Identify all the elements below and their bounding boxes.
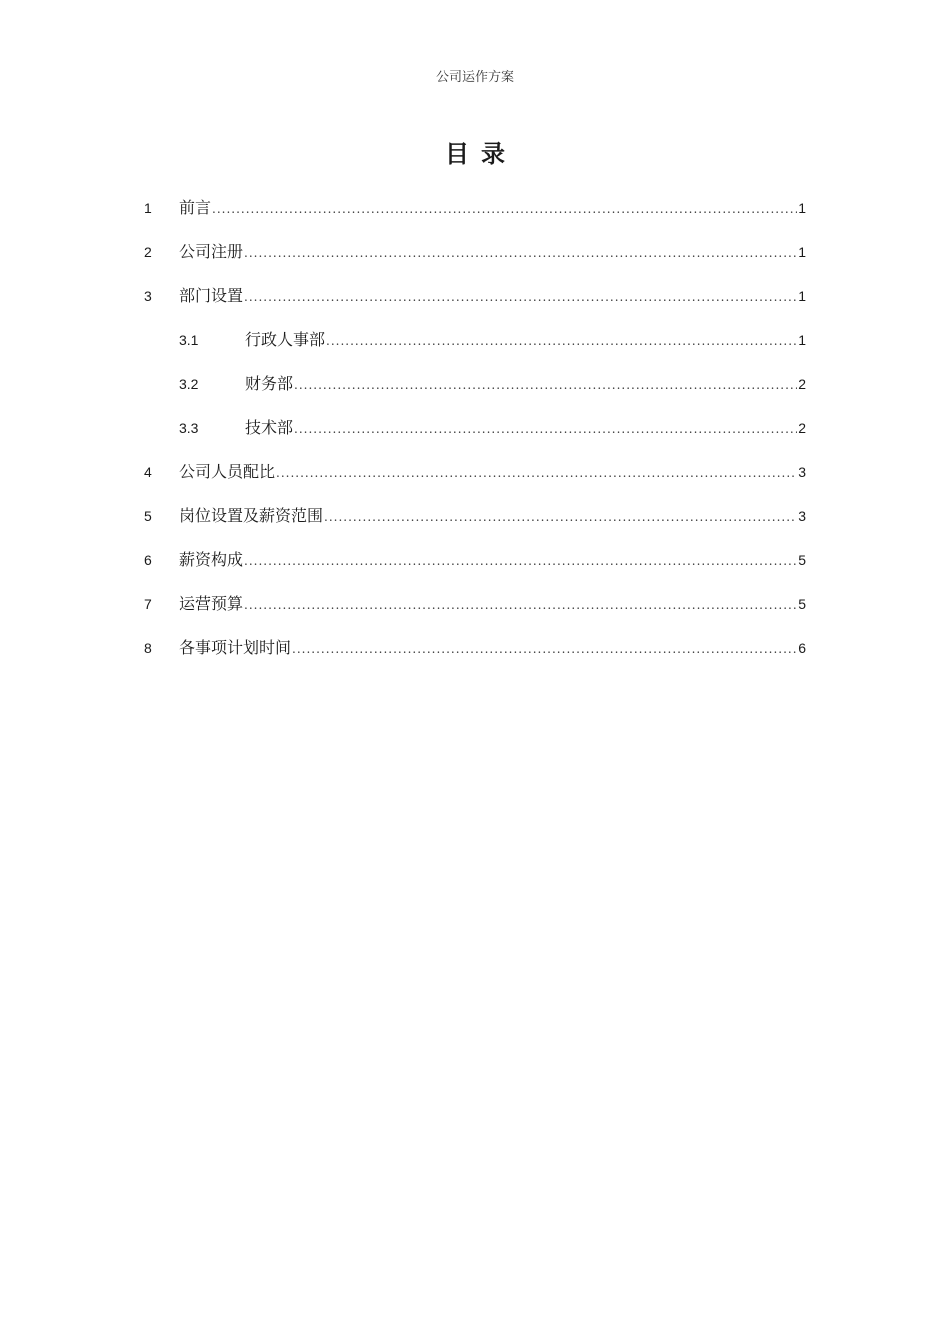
toc-entry-page: 5 (798, 596, 806, 612)
toc-entry-page: 2 (798, 376, 806, 392)
toc-entry-label: 技术部 (245, 418, 294, 437)
toc-leader-dots (294, 363, 797, 407)
toc-leader-dots (212, 187, 797, 231)
toc-entry-page: 2 (798, 420, 806, 436)
toc-leader-dots (276, 451, 797, 495)
toc-entry-7[interactable] (144, 582, 806, 626)
toc-leader-dots (244, 231, 797, 275)
toc-leader-dots (294, 407, 797, 451)
toc-leader-dots (244, 539, 797, 583)
toc-entry-3-2[interactable] (144, 362, 806, 406)
toc-entry-page: 5 (798, 552, 806, 568)
toc-entry-number: 4 (144, 464, 152, 480)
toc-entry-number: 8 (144, 640, 152, 656)
toc-entry-label: 公司人员配比 (179, 462, 276, 481)
toc-entry-8[interactable] (144, 626, 806, 670)
toc-entry-page: 3 (798, 464, 806, 480)
toc-entry-label: 各事项计划时间 (179, 638, 292, 657)
toc-entry-4[interactable] (144, 450, 806, 494)
toc-entry-number: 3.1 (179, 332, 199, 348)
toc-entry-number: 3.3 (179, 420, 199, 436)
toc-entry-page: 6 (798, 640, 806, 656)
toc-entry-number: 3.2 (179, 376, 199, 392)
toc-entry-1[interactable] (144, 186, 806, 230)
toc-entry-label: 前言 (179, 198, 212, 217)
toc-entry-label: 薪资构成 (179, 550, 244, 569)
toc-entry-3-3[interactable] (144, 406, 806, 450)
toc-leader-dots (324, 495, 797, 539)
toc-entry-label: 岗位设置及薪资范围 (179, 506, 324, 525)
toc-entry-label: 部门设置 (179, 286, 244, 305)
toc-title: 目录 (445, 139, 517, 168)
toc-leader-dots (292, 627, 797, 671)
toc-entry-label: 运营预算 (179, 594, 244, 613)
toc-entry-label: 财务部 (245, 374, 294, 393)
toc-entry-5[interactable] (144, 494, 806, 538)
toc-entry-page: 1 (798, 288, 806, 304)
toc-entry-3[interactable] (144, 274, 806, 318)
toc-leader-dots (244, 275, 797, 319)
toc-entry-2[interactable] (144, 230, 806, 274)
toc-entry-number: 1 (144, 200, 152, 216)
toc-entry-page: 1 (798, 200, 806, 216)
toc-entry-number: 2 (144, 244, 152, 260)
toc-entry-number: 5 (144, 508, 152, 524)
toc-entry-number: 6 (144, 552, 152, 568)
toc-entry-label: 行政人事部 (245, 330, 326, 349)
toc-entry-number: 7 (144, 596, 152, 612)
toc-entry-page: 1 (798, 332, 806, 348)
toc-entry-label: 公司注册 (179, 242, 244, 261)
toc-entry-page: 1 (798, 244, 806, 260)
page-header: 公司运作方案 (435, 70, 514, 85)
table-of-contents (144, 186, 806, 670)
toc-leader-dots (244, 583, 797, 627)
toc-entry-page: 3 (798, 508, 806, 524)
toc-entry-6[interactable] (144, 538, 806, 582)
toc-entry-3-1[interactable] (144, 318, 806, 362)
toc-entry-number: 3 (144, 288, 152, 304)
toc-leader-dots (326, 319, 797, 363)
